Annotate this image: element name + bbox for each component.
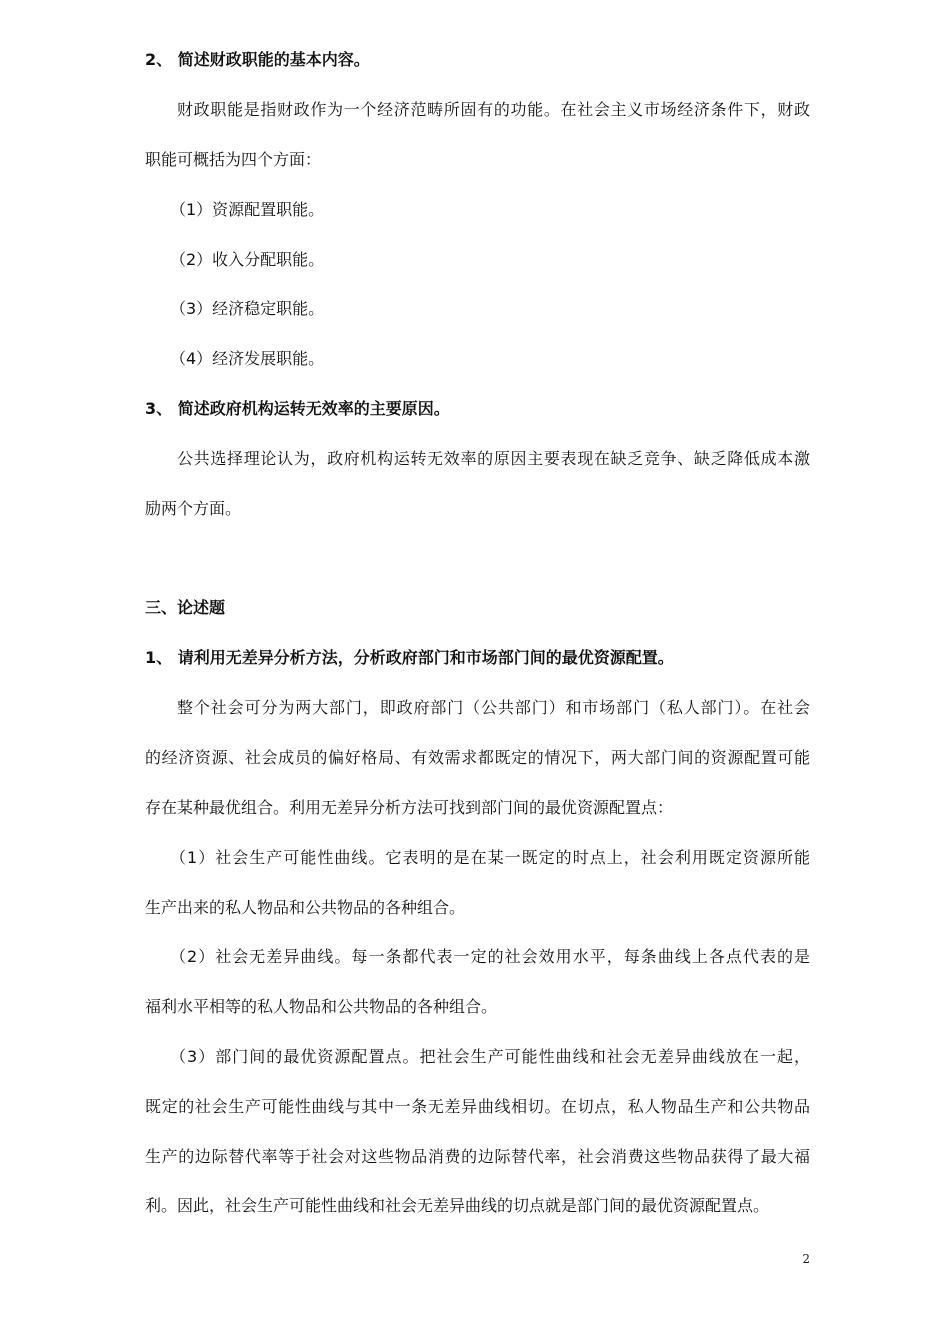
essay-question-1-heading: 1、 请利用无差异分析方法，分析政府部门和市场部门间的最优资源配置。 xyxy=(145,648,674,667)
point-3-line: 生产的边际替代率等于社会对这些物品消费的边际替代率，社会消费这些物品获得了最大福 xyxy=(145,1147,810,1166)
section-3-paragraph-line: 励两个方面。 xyxy=(145,499,242,518)
page-number: 2 xyxy=(802,1252,810,1266)
point-1-line: 生产出来的私人物品和公共物品的各种组合。 xyxy=(145,898,466,917)
section-3-paragraph-line: 公共选择理论认为，政府机构运转无效率的原因主要表现在缺乏竞争、缺乏降低成本激 xyxy=(177,449,810,468)
section-3-heading: 3、 简述政府机构运转无效率的主要原因。 xyxy=(145,399,450,418)
intro-paragraph-line: 存在某种最优组合。利用无差异分析方法可找到部门间的最优资源配置点： xyxy=(145,798,674,817)
section-2-paragraph-line: 职能可概括为四个方面： xyxy=(145,150,322,169)
intro-paragraph-line: 整个社会可分为两大部门，即政府部门（公共部门）和市场部门（私人部门）。在社会 xyxy=(177,698,810,717)
intro-paragraph-line: 的经济资源、社会成员的偏好格局、有效需求都既定的情况下，两大部门间的资源配置可能 xyxy=(145,748,810,767)
part-three-title: 三、论述题 xyxy=(145,598,226,617)
point-3-line: 既定的社会生产可能性曲线与其中一条无差异曲线相切。在切点，私人物品生产和公共物品 xyxy=(145,1097,810,1116)
point-3-line: （3）部门间的最优资源配置点。把社会生产可能性曲线和社会无差异曲线放在一起， xyxy=(170,1047,810,1066)
function-list-item: （3）经济稳定职能。 xyxy=(170,299,325,318)
point-2-line: 福利水平相等的私人物品和公共物品的各种组合。 xyxy=(145,997,498,1016)
point-3-line: 利。因此，社会生产可能性曲线和社会无差异曲线的切点就是部门间的最优资源配置点。 xyxy=(145,1196,770,1215)
section-2-heading: 2、 简述财政职能的基本内容。 xyxy=(145,50,370,69)
function-list-item: （1）资源配置职能。 xyxy=(170,200,325,219)
section-2-paragraph-line: 财政职能是指财政作为一个经济范畴所固有的功能。在社会主义市场经济条件下，财政 xyxy=(177,100,810,119)
point-1-line: （1）社会生产可能性曲线。它表明的是在某一既定的时点上，社会利用既定资源所能 xyxy=(170,848,810,867)
point-2-line: （2）社会无差异曲线。每一条都代表一定的社会效用水平，每条曲线上各点代表的是 xyxy=(170,947,810,966)
function-list-item: （4）经济发展职能。 xyxy=(170,349,325,368)
function-list-item: （2）收入分配职能。 xyxy=(170,250,325,269)
